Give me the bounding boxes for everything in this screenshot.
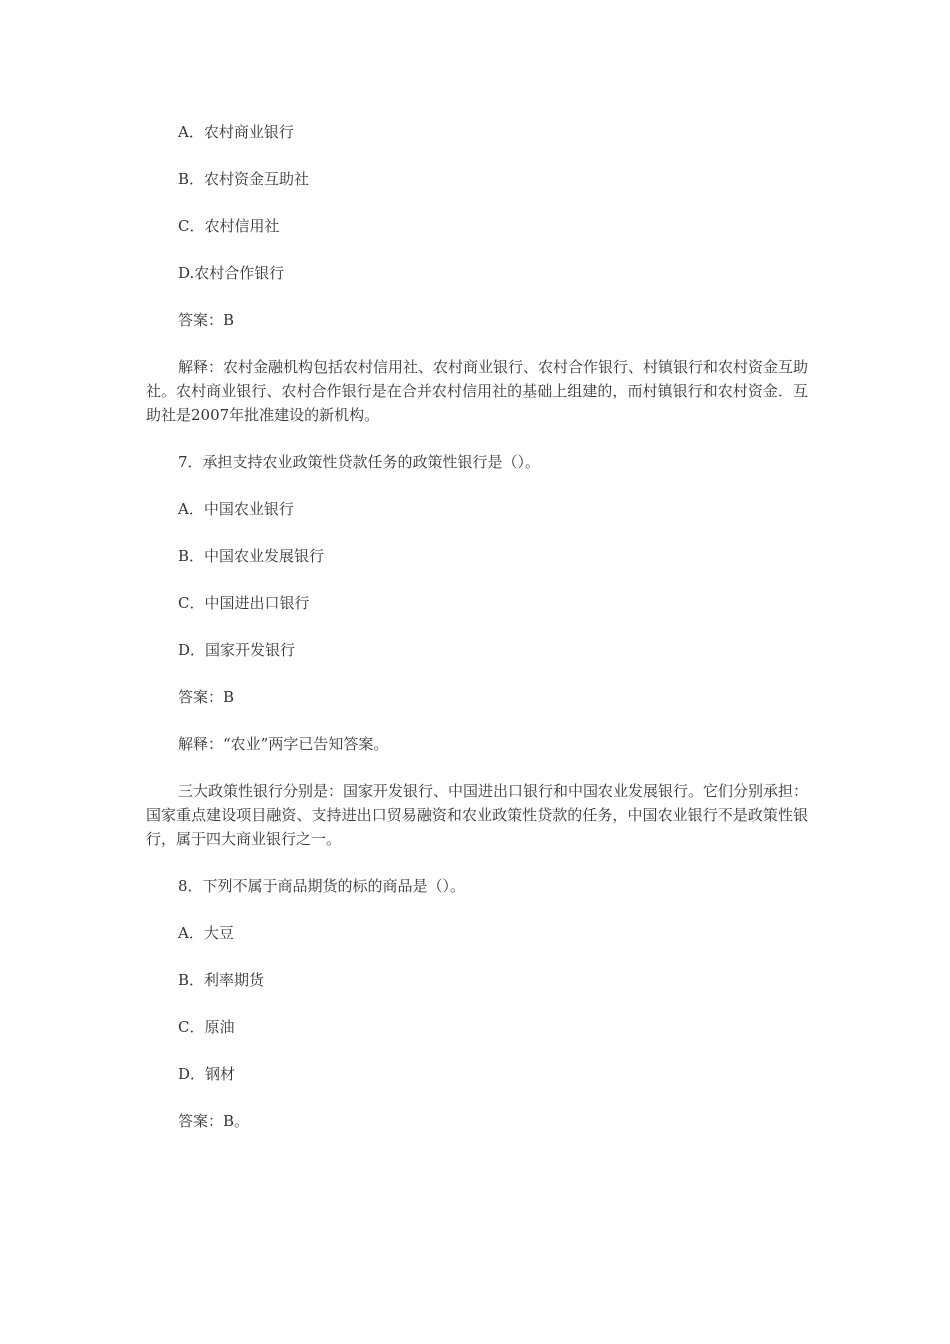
q7-option-c: C．中国进出口银行 [178,594,310,612]
answer-q6: 答案：B [178,311,235,329]
answer-q8: 答案：B。 [178,1112,250,1130]
option-c-rural-credit-union: C．农村信用社 [178,217,280,235]
q8-option-d: D．钢材 [178,1065,236,1083]
answer-q7: 答案：B [178,688,235,706]
q8-option-c: C．原油 [178,1018,235,1036]
explanation-q7-detail: 三大政策性银行分别是：国家开发银行、中国进出口银行和中国农业发展银行。它们分别承担：国家重点建设项目融资、支持进出口贸易融资和农业政策性贷款的任务，中国农业银行不是政策性银行，属于四大商业银行之一。 [146,782,809,848]
question-8: 8．下列不属于商品期货的标的商品是（）。 [178,877,466,895]
explanation-q7: 解释：“农业”两字已告知答案。 [178,735,389,753]
q8-option-a: A．大豆 [178,924,234,942]
document-body [146,120,808,1133]
q8-option-b: B．利率期货 [178,971,265,989]
option-d-rural-cooperative-bank: D.农村合作银行 [178,264,285,282]
q7-option-a: A．中国农业银行 [178,500,294,518]
q7-option-d: D．国家开发银行 [178,641,296,659]
q7-option-b: B．中国农业发展银行 [178,547,325,565]
question-7: 7．承担支持农业政策性贷款任务的政策性银行是（）。 [178,453,541,471]
option-a-rural-commercial-bank: A．农村商业银行 [178,123,294,141]
explanation-q6: 解释：农村金融机构包括农村信用社、农村商业银行、农村合作银行、村镇银行和农村资金互助社。农村商业银行、农村合作银行是在合并农村信用社的基础上组建的，而村镇银行和农村资金．互助社是2007年批准建设的新机构。 [146,358,809,424]
option-b-rural-mutual-fund: B．农村资金互助社 [178,170,310,188]
